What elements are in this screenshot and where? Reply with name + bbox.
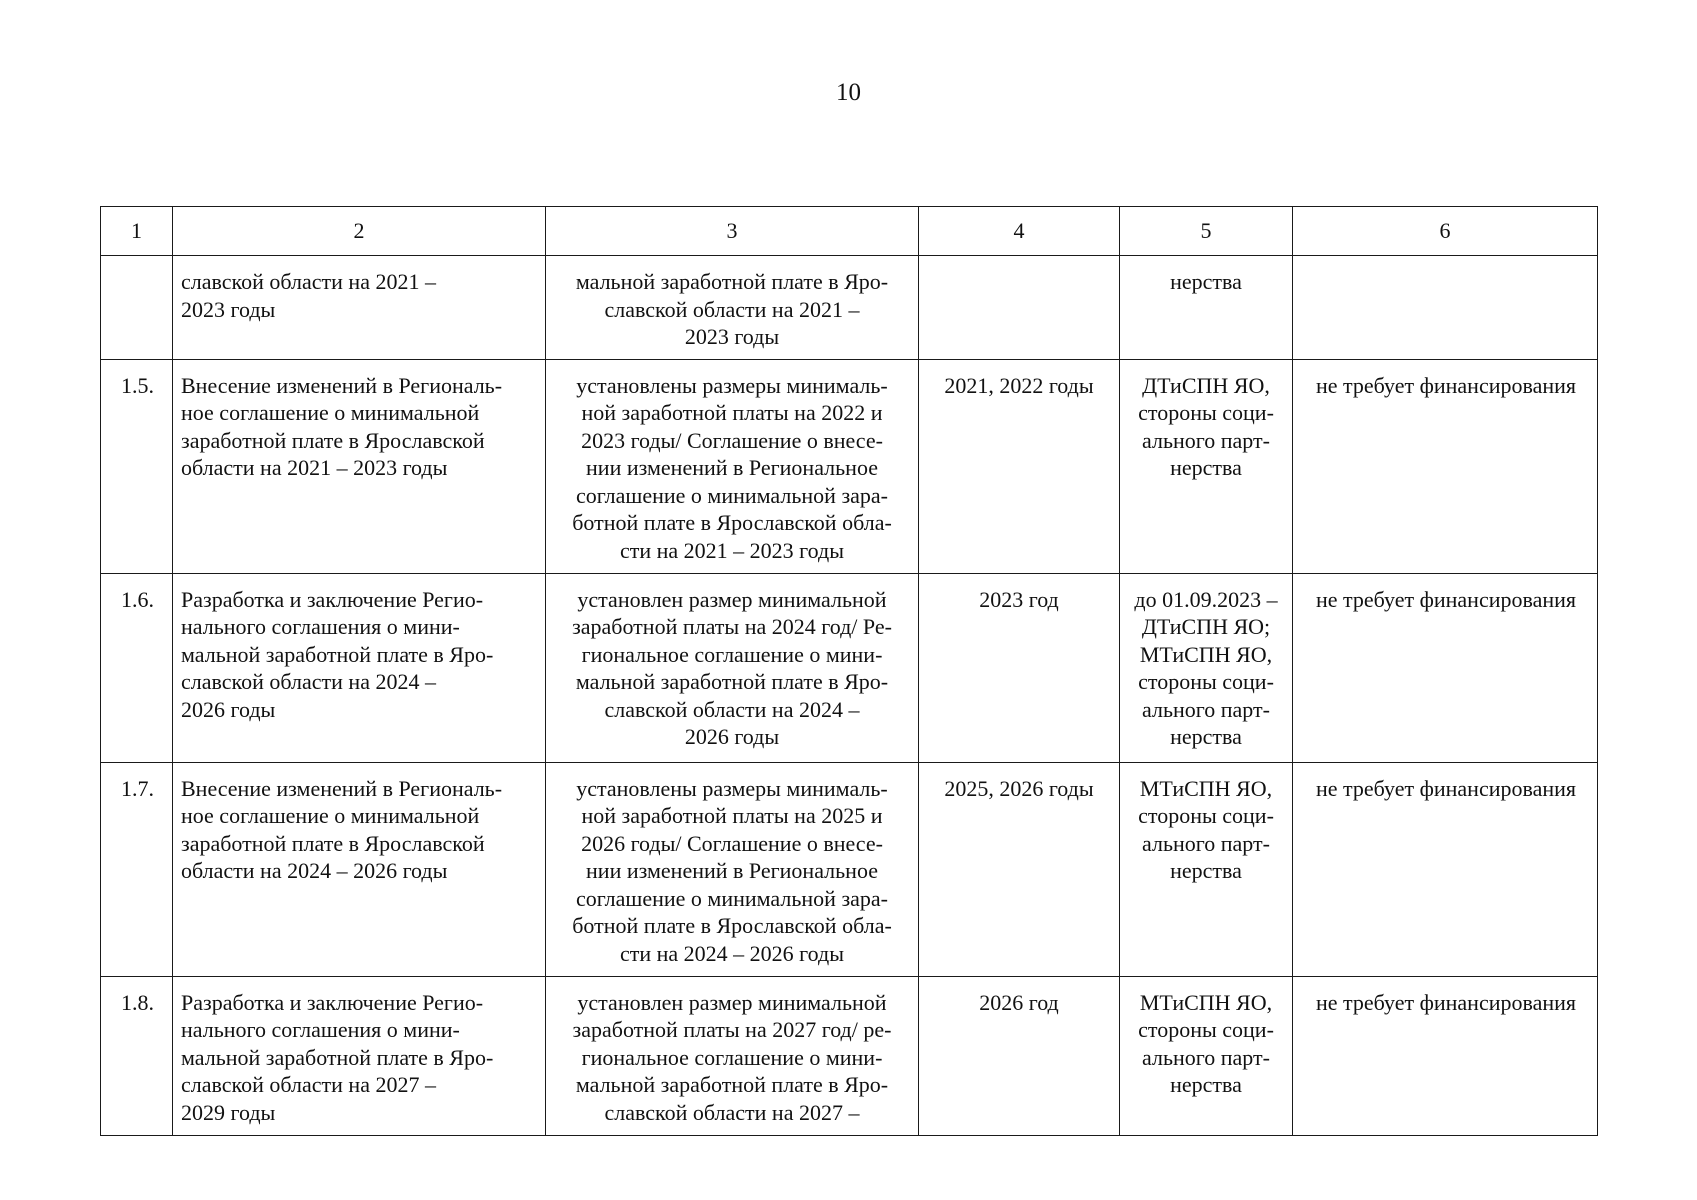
page-number: 10: [836, 79, 861, 106]
funding-cell: не требует финансирования: [1293, 359, 1598, 573]
table-row: [101, 976, 1598, 1135]
period-cell: 2025, 2026 годы: [919, 762, 1120, 976]
executor-cell: до 01.09.2023 – ДТиСПН ЯО; МТиСПН ЯО, стороны соци- ального парт- нерства: [1120, 573, 1293, 762]
period-cell: 2021, 2022 годы: [919, 359, 1120, 573]
period-cell: [919, 256, 1120, 360]
row-number-cell: 1.6.: [101, 573, 173, 762]
period-cell: 2026 год: [919, 976, 1120, 1135]
row-number-cell: 1.5.: [101, 359, 173, 573]
table-header-row: [101, 207, 1598, 256]
column-header: 5: [1120, 207, 1293, 256]
measure-name-cell: Разработка и заключение Регио- нального соглашения о мини- мальной заработной плате в Яро- славской области на 2024 – 2026 годы: [173, 573, 546, 762]
funding-cell: не требует финансирования: [1293, 573, 1598, 762]
result-cell: установлен размер минимальной заработной платы на 2027 год/ ре- гиональное соглашение о мини- мальной заработной плате в Яро- славской области на 2027 –: [546, 976, 919, 1135]
column-header: 1: [101, 207, 173, 256]
measure-name-cell: Внесение изменений в Региональ- ное соглашение о минимальной заработной плате в Ярославской области на 2021 – 2023 годы: [173, 359, 546, 573]
result-cell: установлены размеры минималь- ной заработной платы на 2022 и 2023 годы/ Соглашение о внесе- нии изменений в Региональное соглашение о минимальной зара- ботной плате в Ярославской обла- сти на 2021 – 2023 годы: [546, 359, 919, 573]
executor-cell: нерства: [1120, 256, 1293, 360]
row-number-cell: 1.7.: [101, 762, 173, 976]
executor-cell: МТиСПН ЯО, стороны соци- ального парт- нерства: [1120, 976, 1293, 1135]
column-header: 2: [173, 207, 546, 256]
result-cell: мальной заработной плате в Яро- славской области на 2021 – 2023 годы: [546, 256, 919, 360]
executor-cell: ДТиСПН ЯО, стороны соци- ального парт- нерства: [1120, 359, 1293, 573]
column-header: 3: [546, 207, 919, 256]
result-cell: установлен размер минимальной заработной платы на 2024 год/ Ре- гиональное соглашение о мини- мальной заработной плате в Яро- славской области на 2024 – 2026 годы: [546, 573, 919, 762]
measure-name-cell: Разработка и заключение Регио- нального соглашения о мини- мальной заработной плате в Яро- славской области на 2027 – 2029 годы: [173, 976, 546, 1135]
result-cell: установлены размеры минималь- ной заработной платы на 2025 и 2026 годы/ Соглашение о внесе- нии изменений в Региональное соглашение о минимальной зара- ботной плате в Ярославской обла- сти на 2024 – 2026 годы: [546, 762, 919, 976]
measure-name-cell: Внесение изменений в Региональ- ное соглашение о минимальной заработной плате в Ярославской области на 2024 – 2026 годы: [173, 762, 546, 976]
row-number-cell: [101, 256, 173, 360]
executor-cell: МТиСПН ЯО, стороны соци- ального парт- нерства: [1120, 762, 1293, 976]
measures-table: [100, 206, 1598, 1136]
column-header: 6: [1293, 207, 1598, 256]
funding-cell: [1293, 256, 1598, 360]
funding-cell: не требует финансирования: [1293, 762, 1598, 976]
table-row: [101, 256, 1598, 360]
measure-name-cell: славской области на 2021 – 2023 годы: [173, 256, 546, 360]
row-number-cell: 1.8.: [101, 976, 173, 1135]
table-row: [101, 573, 1598, 762]
table-row: [101, 359, 1598, 573]
funding-cell: не требует финансирования: [1293, 976, 1598, 1135]
column-header: 4: [919, 207, 1120, 256]
table-row: [101, 762, 1598, 976]
period-cell: 2023 год: [919, 573, 1120, 762]
